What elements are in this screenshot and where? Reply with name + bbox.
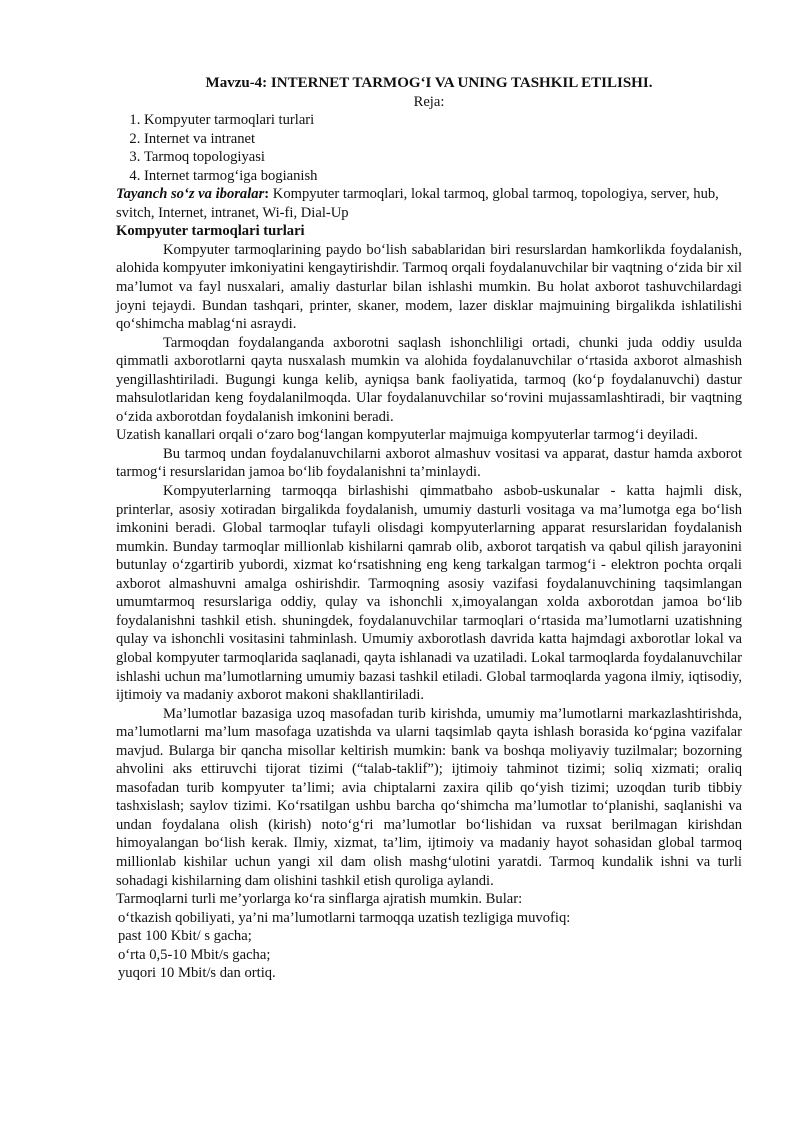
paragraph: Uzatish kanallari orqali o‘zaro bog‘langan kompyuterlar majmuiga kompyuterlar tarmog‘i deyiladi. <box>116 427 698 444</box>
plan-item: 4. Internet tarmog‘iga bogianish <box>144 167 742 186</box>
closing-line: past 100 Kbit/ s gacha; <box>118 928 252 945</box>
plan-item: 2. Internet va intranet <box>144 130 742 149</box>
closing-line: Tarmoqlarni turli me’yorlarga ko‘ra sinflarga ajratish mumkin. Bular: <box>116 891 523 908</box>
closing-line: o‘rta 0,5-10 Mbit/s gacha; <box>118 946 271 963</box>
plan-item: 3. Tarmoq topologiyasi <box>144 148 742 167</box>
paragraph: Bu tarmoq undan foydalanuvchilarni axborot almashuv vositasi va apparat, dastur hamda axborot tarmog‘i resurslaridan jamoa bo‘lib foydalanishni ta’minlaydi. <box>116 445 742 481</box>
paragraph: Kompyuter tarmoqlarining paydo bo‘lish sabablaridan biri resurslardan hamkorlikda foydalanish, alohida kompyuter imkoniyatini kengaytirishdir. Tarmoq orqali foydalanuvchilar bir vaqtning o‘zida bir xil ma’lumot va fayl nusxalari, amaliy dasturlar bilan ishlashi mumkin. Bu holat axborot tashuvchilardagi joyni tejaydi. Bundan tashqari, printer, skaner, modem, lazer disklar majmuining birgalikda ishlatilishi qo‘shimcha mablag‘ni asraydi. <box>116 241 742 333</box>
section-heading: Kompyuter tarmoqlari turlari <box>116 223 305 240</box>
keywords-text: Kompyuter tarmoqlari, lokal tarmoq, global tarmoq, topologiya, server, hub, svitch, Internet, intranet, Wi-fi, Dial-Up <box>116 186 719 221</box>
closing-line: yuqori 10 Mbit/s dan ortiq. <box>118 965 276 982</box>
document-title: Mavzu-4: INTERNET TARMOG‘I VA UNING TASHKIL ETILISHI. <box>205 75 653 91</box>
paragraph: Ma’lumotlar bazasiga uzoq masofadan turib kirishda, umumiy ma’lumotlarni markazlashtirishda, ma’lumotlarni ma’lum masofaga uzatishda va ularni taqsimlab qayta ishlash borasida ko‘pgina vazifalar mavjud. Bularga bir qancha misollar keltirish mumkin: bank va boshqa moliyaviy tuzilmalar; bozorning ahvolini aks ettiruvchi tijorat tizimi (“talab-taklif”); ijtimoiy tahminot tizimi; soliq xizmati; oraliq masofadan turib kompyuter ta’limi; avia chiptalarni zaxira qilib qo‘yish tizimi; uzoqdan turib tibbiy tashxislash; saylov tizimi. Ko‘rsatilgan ushbu barcha qo‘shimcha ma’lumotlar to‘planishi, saqlanishi va undan foydalana olish (kirish) noto‘g‘ri ma’lumotlar bo‘lishidan va ruxsat berilmagan kirishdan himoyalangan bo‘lish kerak. Ilmiy, xizmat, ta’lim, ijtimoiy va madaniy hayot sohasidan global tarmoq millionlab kishilar uchun yangi xil dam olish mashg‘ulotini yaratdi. Tarmoq kundalik ishni va turli sohadagi kishilarning dam olishini tashkil etish quroliga aylandi. <box>116 705 742 889</box>
keywords-line <box>116 185 742 222</box>
plan-item: 1. Kompyuter tarmoqlari turlari <box>144 111 742 130</box>
document-page <box>116 74 742 983</box>
paragraph: Tarmoqdan foydalanganda axborotni saqlash ishonchliligi ortadi, chunki juda oddiy usulda qimmatli axborotlarni qayta nusxalash mumkin va alohida foydalanuvchilar o‘rtasida axborot almashish yengillashtiriladi. Bugungi kunga kelib, ayniqsa bank faoliyatida, tarmoq (ko‘p foydalanuvchi) dastur mahsulotlaridan keng foydalanilmoqda. Ular foydalanuvchilar so‘rovini mujassamlashtiradi, bir vaqtning o‘zida axborotdan foydalanish imkonini beradi. <box>116 334 742 425</box>
closing-line: o‘tkazish qobiliyati, ya’ni ma’lumotlarni tarmoqqa uzatish tezligiga muvofiq: <box>118 909 571 926</box>
plan-label: Reja: <box>413 93 445 110</box>
paragraph: Kompyuterlarning tarmoqqa birlashishi qimmatbaho asbob-uskunalar - katta hajmli disk, printerlar, asosiy xotiradan birgalikda foydalanish, umumiy dasturli vositaga va ma’lumotga ega bo‘lish imkonini beradi. Global tarmoqlar tufayli olisdagi kompyuterlarning apparat resurslaridan foydalanish mumkin. Bunday tarmoqlar millionlab kishilarni qamrab olib, axborot tarqatish va qabul qilish jarayonini butunlay o‘zgartirib yubordi, xizmat ko‘rsatishning eng keng tarkalgan tarmog‘i - elektron pochta orqali axborot almashuvni amalga oshirishdir. Tarmoqning asosiy vazifasi foydalanuvchining taqsimlangan umumtarmoq resurslariga oddiy, qulay va ishonchli x,imoyalangan xolda axborotdan jamoa bo‘lib foydalanishni tashkil etish. shuningdek, foydalanuvchilar tarmoqlari o‘rtasida ma’lumotlarni uzatishning qulay va ishonchli vositasini tahminlash. Umumiy axborotlash davrida katta hajmdagi axborotlar lokal va global kompyuter tarmoqlarida saqlanadi, qayta ishlanadi va uzatiladi. Lokal tarmoqlarda foydalanuvchilar ishlashi uchun ma’lumotlarning umumiy bazasi tashkil etiladi. Global tarmoqlarda yagona ilmiy, iqtisodiy, ijtimoiy va madaniy axborot makoni shakllantiriladi. <box>116 483 742 704</box>
keywords-lead: Tayanch so‘z va iboralar <box>116 186 265 203</box>
plan-list <box>116 111 742 185</box>
keywords-colon: : <box>264 186 270 203</box>
